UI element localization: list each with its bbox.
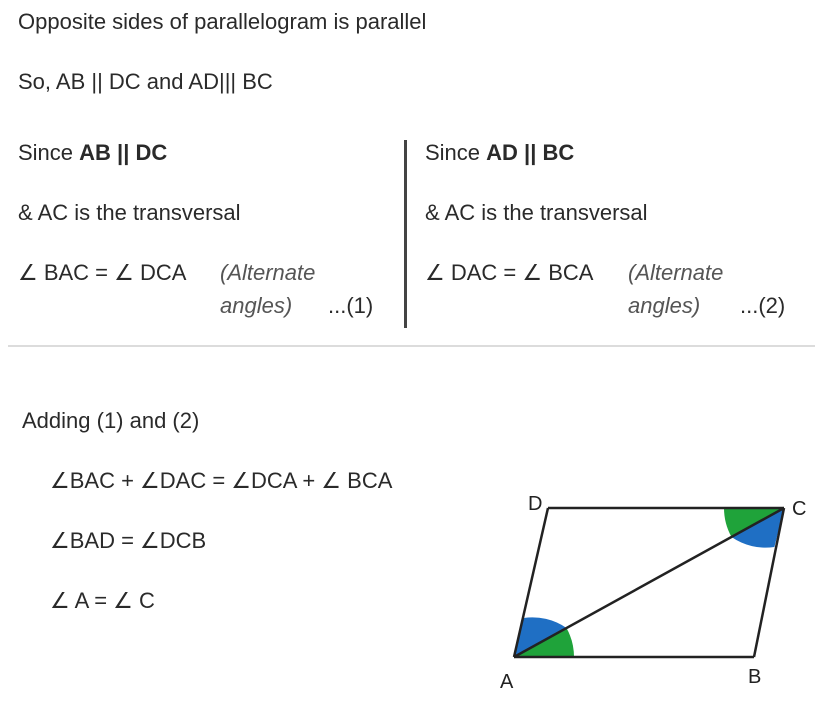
left-since-line <box>18 140 167 166</box>
vertex-label-b: B <box>748 666 762 688</box>
right-equation: ∠ DAC = ∠ BCA <box>425 260 594 285</box>
conclusion-step-3: ∠ A = ∠ C <box>50 588 155 613</box>
diagonal-ac <box>514 508 784 657</box>
vertex-label-c: C <box>792 498 807 520</box>
left-equation: ∠ BAC = ∠ DCA <box>18 260 187 285</box>
vertex-label-a: A <box>500 671 514 693</box>
right-transversal: & AC is the transversal <box>425 200 648 225</box>
right-since-bold: AD || BC <box>486 140 575 165</box>
right-since-line <box>425 140 574 166</box>
vertical-divider <box>404 140 407 328</box>
left-reason-line-2: angles) <box>220 293 293 318</box>
left-since-prefix: Since <box>18 140 80 165</box>
right-since-prefix: Since <box>425 140 487 165</box>
left-transversal: & AC is the transversal <box>18 200 241 225</box>
intro-line-1: Opposite sides of parallelogram is parallel <box>18 9 427 34</box>
vertex-label-d: D <box>528 493 543 515</box>
right-ref: ...(2) <box>740 293 786 318</box>
intro-line-2: So, AB || DC and AD||| BC <box>18 69 273 94</box>
conclusion-step-2: ∠BAD = ∠DCB <box>50 528 207 553</box>
right-reason-line-1: (Alternate <box>628 260 724 285</box>
left-reason-line-1: (Alternate <box>220 260 316 285</box>
left-ref: ...(1) <box>328 293 374 318</box>
parallelogram-figure <box>490 485 810 700</box>
conclusion-step-1: ∠BAC + ∠DAC = ∠DCA + ∠ BCA <box>50 468 393 493</box>
conclusion-heading: Adding (1) and (2) <box>22 408 200 433</box>
right-reason-line-2: angles) <box>628 293 701 318</box>
horizontal-divider <box>8 345 815 347</box>
left-since-bold: AB || DC <box>79 140 168 165</box>
